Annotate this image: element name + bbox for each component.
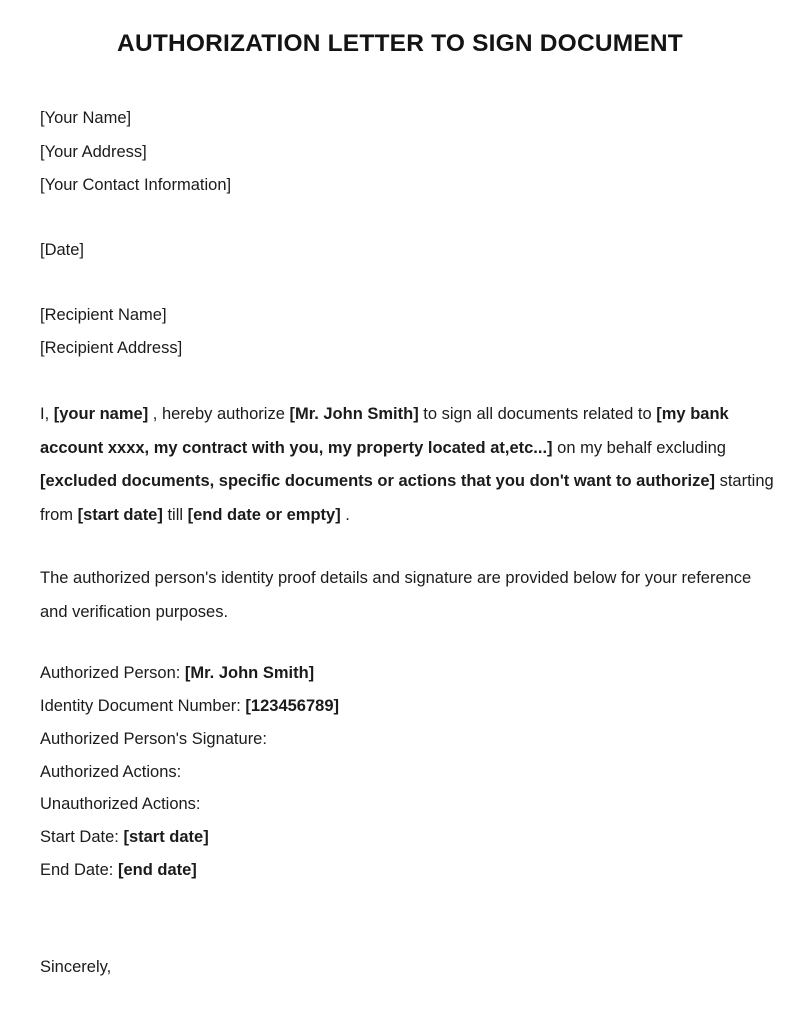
detail-label: Authorized Actions: [40,763,182,781]
detail-label: Authorized Person: [40,664,185,682]
detail-value: [end date] [117,861,197,879]
detail-value: [123456789] [245,697,339,715]
detail-label: Unauthorized Actions: [40,795,201,813]
recipient-name: [Recipient Name] [40,306,167,324]
detail-row [40,860,197,880]
detail-label: End Date: [40,861,118,879]
sender-contact-information: [Your Contact Information] [40,176,232,194]
verification-paragraph: The authorized person's identity proof details and signature are provided below for your reference and verification purposes. [40,569,752,621]
detail-value: [Mr. John Smith] [184,664,315,682]
authorization-paragraph: I, [your name] , hereby authorize [Mr. John Smith] to sign all documents related to [my bank account xxxx, my contract with you, my property located at,etc...] on my behalf excluding [excluded documents, specific documents or actions that you don't want to authorize] starting from [start date] till [end date or empty] . [40,405,774,524]
detail-row [40,762,181,782]
sender-address: [Your Address] [40,143,147,161]
detail-row [40,729,267,749]
detail-row [40,794,201,814]
detail-value: [start date] [123,828,209,846]
detail-row [40,696,339,716]
closing-salutation: Sincerely, [40,958,112,976]
detail-label: Authorized Person's Signature: [40,730,267,748]
sender-name: [Your Name] [40,109,132,127]
letter-date: [Date] [40,241,85,259]
detail-label: Start Date: [40,828,124,846]
page-title: AUTHORIZATION LETTER TO SIGN DOCUMENT [117,30,683,57]
detail-row [40,827,209,847]
detail-label: Identity Document Number: [40,697,246,715]
recipient-address: [Recipient Address] [40,339,183,357]
detail-row [40,663,314,683]
